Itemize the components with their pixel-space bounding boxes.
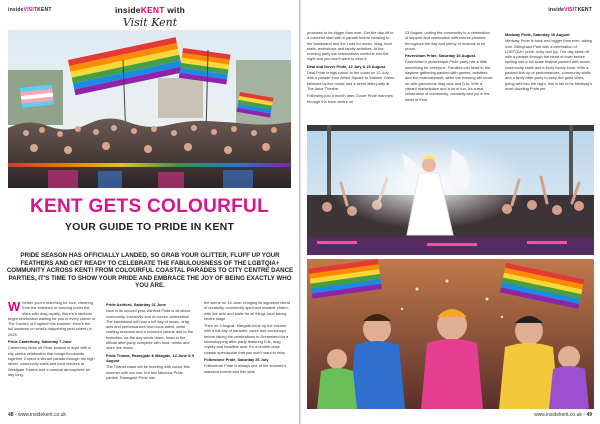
paragraph-ramsgate: the scene on 14 June, bringing its signature blend of creativity, community spirit and seaside charm, with live acts and stalls for all things local taking centre stage. [204, 300, 290, 321]
paragraph-faversham: Faversham's picturesque Pride party has a little something for everyone. Families can head to the daytime gathering packed with games, activities and live entertainment, while the evening will move on with glamorous drag acts and DJs. With a vibrant marketplace and a lot of fun, it's a real celebration of community, creativity and joy in the heart of Kent. [405, 59, 493, 102]
running-head-kent-right: KENT [577, 7, 592, 13]
intro-paragraph [8, 300, 96, 337]
running-head-kent: KENT [37, 7, 52, 13]
folio-site-right: www.insidekent.co.uk [534, 412, 582, 418]
left-body-column-2 [106, 300, 194, 410]
right-page [301, 0, 600, 424]
paragraph-dover: Following just a month later, Dover Pride marches through the town centre on [307, 93, 393, 104]
paragraph-deal: Deal Pride brings colour to the coast on 12 July with a parade from Alfred Square to Walmer Green followed by live music and a street after-party at The Astor Theatre. [307, 70, 395, 91]
paragraph-thanet: The Thanet coast will be bursting with colour this summer with not one, but two fabulous Pride parties. Ramsgate Pride hits [106, 364, 190, 380]
subheading-canterbury: Pride Canterbury, Saturday 7 June [8, 339, 72, 345]
paragraph-canterbury: Canterbury kicks off Pride season in style with a city centre celebration that brings thousands together. Expect a vibrant parade through the high street, community stalls and food vendors at Westgate Towers and a carnival atmosphere all day long. [8, 345, 95, 377]
stage-performer-photo [307, 125, 594, 255]
brand-kent: KENT [140, 5, 165, 15]
brand-line1 [100, 5, 200, 15]
intro-text: hether you're marching for love, cheering from the sidelines or dancing under the stars with drag royalty, there's a rainbow-bright celebration waiting for you in every corner of The Garden of England this summer. Here's the full lowdown on what's happening (and where) in 2025. [8, 300, 96, 337]
running-head-visit: VISIT [23, 7, 38, 13]
brand-visit-kent-logo: Visit Kent [122, 16, 178, 29]
left-folio: 48 • www.insidekent.co.uk [8, 412, 66, 418]
running-head-visit-right: VISIT [564, 7, 578, 13]
right-folio: www.insidekent.co.uk • 49 [534, 412, 592, 418]
brand-inside: inside [114, 5, 141, 15]
left-body-column-1 [8, 300, 96, 410]
subheading-medway: Medway Pride, Saturday 16 August [505, 32, 570, 37]
brand-with: with [164, 5, 186, 15]
paragraph-ashford: Now in its second year, Ashford Pride is all about community, inclusivity and of course celebration! The bandstand will host a full day of music, drag acts and performances from local talent, while crafting sessions and a colourful parade add to the festivities. As the day winds down, head to the official after-party complete with food, drinks and more live music. [106, 308, 194, 351]
left-page [0, 0, 299, 424]
article-standfirst: PRIDE SEASON HAS OFFICIALLY LANDED, SO GRAB YOUR GLITTER, FLUFF UP YOUR FEATHERS AND GET READY TO CELEBRATE THE FABULOUSNESS OF THE LGBTQIA+ COMMUNITY ACROSS KENT! FROM COLOURFUL COASTAL PARADES TO CITY CENTRE DANCE PARTIES, IT'S TIME TO SHOW YOUR PRIDE AND EMBRACE THE JOY OF BEING EXACTLY WHO YOU ARE. [6, 252, 294, 290]
running-head [8, 7, 52, 13]
right-body-column-1 [307, 30, 395, 122]
pride-parade-photo [8, 30, 291, 188]
page-number-left: 48 [8, 412, 14, 418]
article-subheadline: YOUR GUIDE TO PRIDE IN KENT [64, 221, 235, 233]
running-head-right [548, 7, 592, 13]
paragraph-folkestone: Folkestone Pride is always one of the summer's standout events and this year [204, 363, 287, 374]
subheading-thanet: Pride Thanet, Ramsgate & Margate, 14 June & 9 August [106, 352, 194, 363]
paragraph-dover-cont: 23 August, uniting the community in a celebration of support and celebration with events planned throughout the day and plenty of reasons to be proud. [405, 30, 490, 51]
running-head-mag-right: inside [548, 7, 565, 13]
left-body-column-3 [204, 300, 292, 410]
subheading-faversham: Faversham Pride, Saturday 16 August [405, 53, 475, 59]
subheading-ashford: Pride Ashford, Saturday 21 June [106, 302, 166, 307]
paragraph-medway: Medway Pride is back and bigger than ever, taking over Gillingham Park with a celebration of LGBTQIA+ pride, unity and joy. The day kicks off with a parade through the heart of town before spilling into a full-scale festival packed with music, community stalls and a lively family zone. With a packed line-up of performances, community stalls and a lively after-party to keep the good vibes going well into the night, this is set to be Medway's most dazzling Pride yet. [505, 38, 593, 91]
crowd-celebration-photo [307, 259, 594, 409]
paragraph-margate: Then on 9 August, Margate turns up the volume with a full day of parades, raves and workshops before taking the celebrations to Dreamland for a showstopping after-party featuring DJs, drag royalty and headline acts. It's a double-dose coastal spectacular that you won't want to miss. [204, 323, 289, 355]
article-headline: KENT GETS COLOURFUL [30, 196, 269, 217]
dropcap: W [8, 300, 21, 314]
page-number-right: 49 [586, 412, 592, 418]
folio-site-left: www.insidekent.co.uk [18, 412, 66, 418]
right-body-column-2 [405, 30, 493, 122]
subheading-deal-dover: Deal and Dover Pride, 12 July & 23 August [307, 63, 386, 69]
brand-header [100, 5, 200, 29]
right-body-column-3 [505, 30, 593, 122]
paragraph-folkestone-cont: promises to be bigger than ever. Get the day off to a colourful start with a parade before heading to the bandstand and the Leas for music, drag, food stalls, workshops and family activities. At the evening party the celebrations continue into the night and you won't want to miss it. [307, 30, 394, 62]
subheading-folkestone: Folkestone Pride, Saturday 26 July [204, 356, 269, 362]
running-head-mag: inside [8, 7, 24, 13]
article-headline-block [0, 196, 299, 233]
